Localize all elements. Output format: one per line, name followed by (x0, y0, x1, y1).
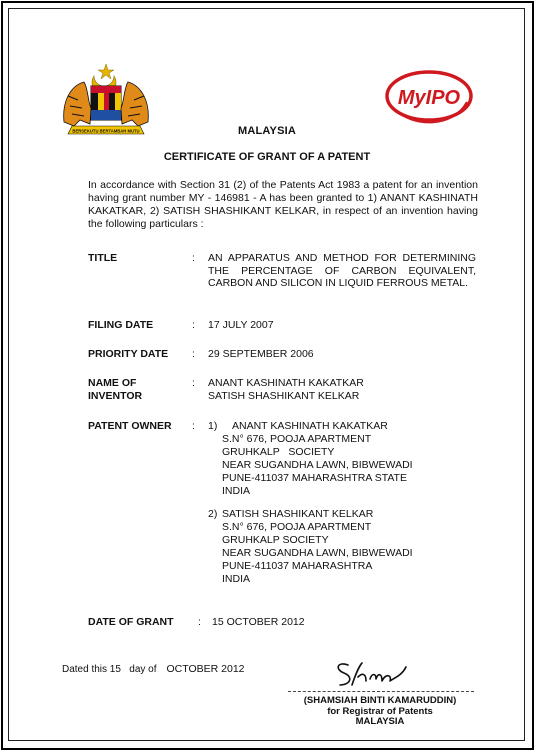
owner-2-name: SATISH SHASHIKANT KELKAR (222, 508, 374, 520)
patent-owner-label: PATENT OWNER (88, 420, 172, 432)
priority-date-value: 29 SEPTEMBER 2006 (208, 348, 314, 360)
inventor-label-line-1: NAME OF (88, 377, 137, 389)
filing-date-colon: : (192, 319, 195, 331)
filing-date-label: FILING DATE (88, 319, 154, 331)
invention-title: AN APPARATUS AND METHOD FOR DETERMINING THE PERCENTAGE OF CARBON EQUIVALENT, CARBON AND SILICON IN LIQUID FERROUS METAL. (208, 252, 476, 289)
svg-text:MyIPO: MyIPO (397, 87, 461, 109)
inventor-colon: : (192, 377, 195, 389)
title-colon: : (192, 252, 195, 264)
owner-2-address-line-2: GRUHKALP SOCIETY (222, 534, 329, 546)
date-of-grant-label: DATE OF GRANT (88, 616, 174, 628)
owner-1-number: 1) (208, 420, 218, 432)
filing-date-value: 17 JULY 2007 (208, 319, 274, 331)
owner-1-name: ANANT KASHINATH KAKATKAR (232, 420, 388, 432)
inventor-label-line-2: INVENTOR (88, 390, 143, 402)
owner-1-address-line-3: NEAR SUGANDHA LAWN, BIBWEWADI (222, 459, 413, 471)
dated-month: OCTOBER 2012 (166, 663, 245, 675)
dated-text: Dated this 15 day of (62, 664, 157, 675)
signatory-block (285, 696, 475, 728)
country-heading: MALAYSIA (237, 125, 297, 137)
owner-1-address-line-2: GRUHKALP SOCIETY (222, 446, 335, 458)
inventor-name-2: SATISH SHASHIKANT KELKAR (208, 390, 360, 402)
patent-owner-colon: : (192, 420, 195, 432)
owner-1-address-line-1: S.N° 676, POOJA APARTMENT (222, 433, 372, 445)
owner-2-address-line-1: S.N° 676, POOJA APARTMENT (222, 521, 372, 533)
signatory-country: MALAYSIA (355, 716, 405, 727)
owner-2-number: 2) (208, 508, 218, 520)
signatory-role: for Registrar of Patents (327, 705, 433, 717)
title-label: TITLE (88, 252, 118, 264)
owner-1-address-line-5: INDIA (222, 485, 251, 497)
signatory-name: (SHAMSIAH BINTI KAMARUDDIN) (303, 695, 457, 706)
myipo-logo-icon (383, 66, 475, 126)
date-of-grant-colon: : (198, 616, 201, 628)
priority-date-colon: : (192, 348, 195, 360)
registrar-signature-icon (330, 655, 420, 691)
priority-date-label: PRIORITY DATE (88, 348, 169, 360)
svg-text:BERSEKUTU BERTAMBAH MUTU: BERSEKUTU BERTAMBAH MUTU (72, 128, 140, 134)
owner-2-address-line-5: INDIA (222, 573, 251, 585)
dated-line (62, 663, 245, 675)
inventor-name-1: ANANT KASHINATH KAKATKAR (208, 377, 364, 389)
owner-1-address-line-4: PUNE-411037 MAHARASHTRA STATE (222, 472, 407, 484)
date-of-grant-value: 15 OCTOBER 2012 (212, 616, 305, 628)
signature-line (288, 691, 474, 692)
owner-2-address-line-4: PUNE-411037 MAHARASHTRA (222, 560, 373, 572)
owner-2-address-line-3: NEAR SUGANDHA LAWN, BIBWEWADI (222, 547, 413, 559)
intro-paragraph: In accordance with Section 31 (2) of the Patents Act 1983 a patent for an invention having grant number MY - 146981 - A has been granted to 1) ANANT KASHINATH KAKATKAR, 2) SATISH SHASHIKANT KELKAR, in respect of an invention having the following particulars : (88, 179, 478, 230)
certificate-title: CERTIFICATE OF GRANT OF A PATENT (163, 151, 371, 163)
